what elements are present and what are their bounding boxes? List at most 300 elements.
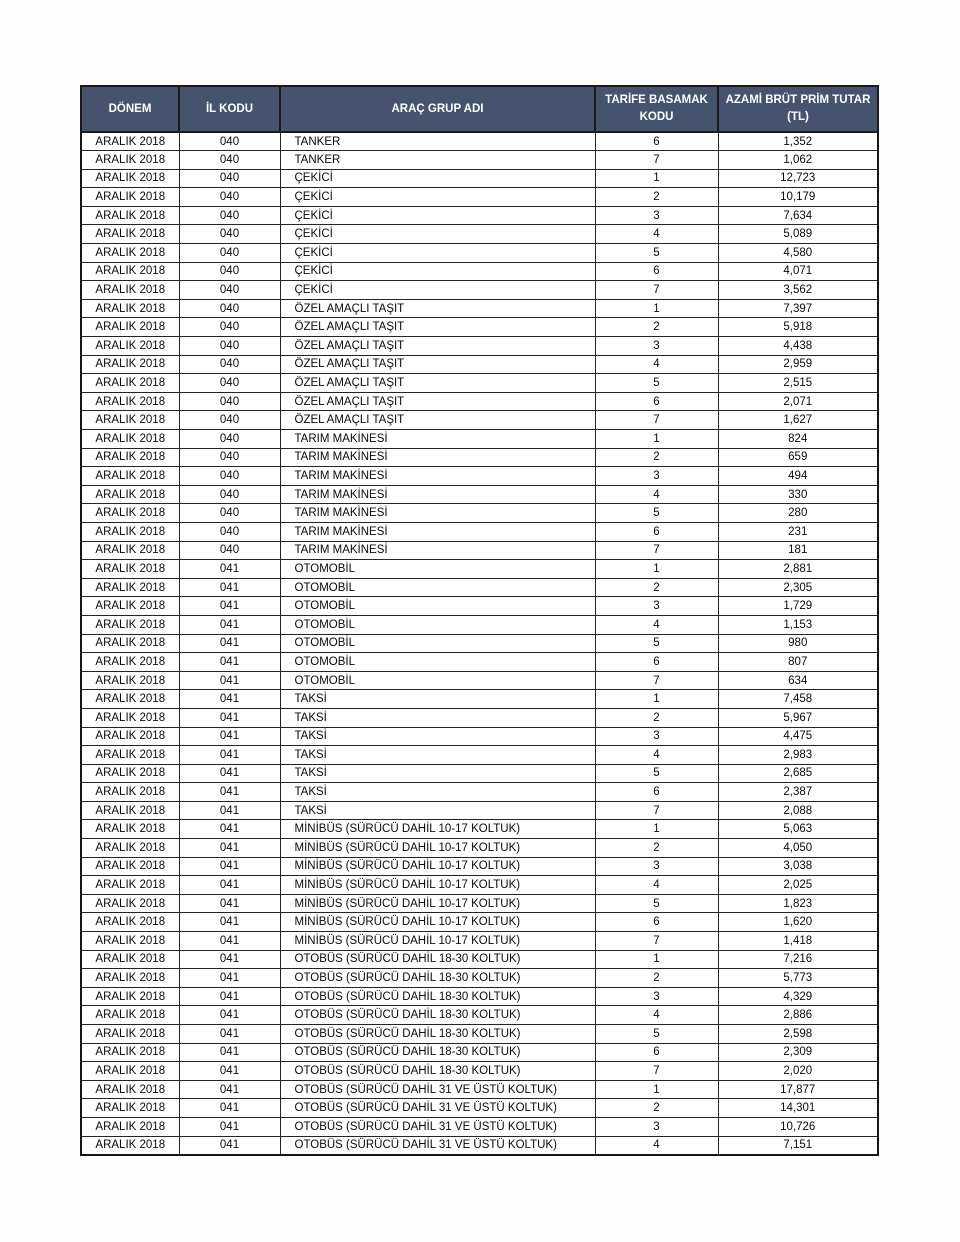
table-cell: 1,627 bbox=[718, 411, 878, 430]
table-cell: TAKSİ bbox=[280, 727, 595, 746]
table-cell: 041 bbox=[179, 746, 280, 765]
table-cell: 1 bbox=[595, 950, 718, 969]
table-row bbox=[81, 225, 878, 244]
table-cell: OTOMOBİL bbox=[280, 653, 595, 672]
table-cell: 041 bbox=[179, 950, 280, 969]
table-row bbox=[81, 244, 878, 263]
table-row bbox=[81, 541, 878, 560]
table-row bbox=[81, 783, 878, 802]
table-cell: 041 bbox=[179, 1043, 280, 1062]
table-cell: ARALIK 2018 bbox=[81, 1117, 179, 1136]
table-cell: MİNİBÜS (SÜRÜCÜ DAHİL 10-17 KOLTUK) bbox=[280, 820, 595, 839]
table-cell: 040 bbox=[179, 541, 280, 560]
table-cell: ARALIK 2018 bbox=[81, 448, 179, 467]
table-cell: 2 bbox=[595, 1099, 718, 1118]
table-cell: ARALIK 2018 bbox=[81, 690, 179, 709]
table-cell: ÖZEL AMAÇLI TAŞIT bbox=[280, 411, 595, 430]
table-cell: 040 bbox=[179, 337, 280, 356]
table-cell: 7,397 bbox=[718, 299, 878, 318]
table-cell: 041 bbox=[179, 801, 280, 820]
table-cell: 7 bbox=[595, 411, 718, 430]
table-row bbox=[81, 355, 878, 374]
table-cell: 2,886 bbox=[718, 1006, 878, 1025]
table-cell: 040 bbox=[179, 522, 280, 541]
table-cell: ARALIK 2018 bbox=[81, 1099, 179, 1118]
table-cell: 040 bbox=[179, 448, 280, 467]
table-cell: ÖZEL AMAÇLI TAŞIT bbox=[280, 374, 595, 393]
table-cell: TAKSİ bbox=[280, 690, 595, 709]
table-cell: ARALIK 2018 bbox=[81, 188, 179, 207]
table-cell: 1 bbox=[595, 690, 718, 709]
table-cell: 1 bbox=[595, 820, 718, 839]
table-cell: 6 bbox=[595, 262, 718, 281]
table-row bbox=[81, 987, 878, 1006]
table-cell: 3 bbox=[595, 727, 718, 746]
table-cell: ARALIK 2018 bbox=[81, 560, 179, 579]
table-cell: ARALIK 2018 bbox=[81, 1062, 179, 1081]
table-cell: 7 bbox=[595, 151, 718, 170]
table-cell: ARALIK 2018 bbox=[81, 764, 179, 783]
table-row bbox=[81, 1080, 878, 1099]
table-cell: 5 bbox=[595, 894, 718, 913]
table-cell: ARALIK 2018 bbox=[81, 987, 179, 1006]
table-cell: TARIM MAKİNESİ bbox=[280, 467, 595, 486]
table-cell: ARALIK 2018 bbox=[81, 801, 179, 820]
table-row bbox=[81, 318, 878, 337]
table-cell: 7,458 bbox=[718, 690, 878, 709]
table-cell: 041 bbox=[179, 560, 280, 579]
table-cell: 041 bbox=[179, 932, 280, 951]
table-cell: 1 bbox=[595, 169, 718, 188]
table-cell: 040 bbox=[179, 262, 280, 281]
table-row bbox=[81, 764, 878, 783]
table-cell: 4 bbox=[595, 1136, 718, 1155]
table-cell: ÇEKİCİ bbox=[280, 262, 595, 281]
table-cell: ARALIK 2018 bbox=[81, 541, 179, 560]
table-row bbox=[81, 932, 878, 951]
table-cell: ARALIK 2018 bbox=[81, 615, 179, 634]
table-cell: 2,071 bbox=[718, 392, 878, 411]
table-cell: 1 bbox=[595, 560, 718, 579]
table-cell: 6 bbox=[595, 1043, 718, 1062]
table-cell: ARALIK 2018 bbox=[81, 411, 179, 430]
table-cell: 494 bbox=[718, 467, 878, 486]
table-cell: 041 bbox=[179, 857, 280, 876]
table-cell: 041 bbox=[179, 1136, 280, 1155]
table-cell: 040 bbox=[179, 225, 280, 244]
table-cell: 041 bbox=[179, 578, 280, 597]
table-cell: 1 bbox=[595, 430, 718, 449]
table-row bbox=[81, 151, 878, 170]
table-row bbox=[81, 169, 878, 188]
table-cell: TARIM MAKİNESİ bbox=[280, 448, 595, 467]
table-row bbox=[81, 950, 878, 969]
table-row bbox=[81, 894, 878, 913]
table-cell: 2 bbox=[595, 578, 718, 597]
table-cell: 4,475 bbox=[718, 727, 878, 746]
table-cell: 7,216 bbox=[718, 950, 878, 969]
table-cell: 12,723 bbox=[718, 169, 878, 188]
table-cell: ARALIK 2018 bbox=[81, 876, 179, 895]
table-row bbox=[81, 1136, 878, 1155]
table-cell: OTOMOBİL bbox=[280, 671, 595, 690]
table-row bbox=[81, 801, 878, 820]
table-cell: 041 bbox=[179, 1006, 280, 1025]
table-cell: OTOBÜS (SÜRÜCÜ DAHİL 18-30 KOLTUK) bbox=[280, 950, 595, 969]
table-cell: 10,179 bbox=[718, 188, 878, 207]
table-cell: 040 bbox=[179, 374, 280, 393]
table-cell: 2,983 bbox=[718, 746, 878, 765]
table-cell: 824 bbox=[718, 430, 878, 449]
table-cell: 7 bbox=[595, 281, 718, 300]
table-cell: 2,685 bbox=[718, 764, 878, 783]
table-cell: 5 bbox=[595, 764, 718, 783]
table-cell: ARALIK 2018 bbox=[81, 355, 179, 374]
table-cell: 5 bbox=[595, 374, 718, 393]
table-cell: ÖZEL AMAÇLI TAŞIT bbox=[280, 337, 595, 356]
table-cell: 040 bbox=[179, 355, 280, 374]
table-cell: 4 bbox=[595, 225, 718, 244]
table-cell: 041 bbox=[179, 597, 280, 616]
table-cell: 659 bbox=[718, 448, 878, 467]
table-cell: 330 bbox=[718, 485, 878, 504]
table-cell: 041 bbox=[179, 1099, 280, 1118]
table-cell: 041 bbox=[179, 727, 280, 746]
table-cell: ARALIK 2018 bbox=[81, 932, 179, 951]
table-cell: ÇEKİCİ bbox=[280, 281, 595, 300]
table-cell: ARALIK 2018 bbox=[81, 1136, 179, 1155]
table-row bbox=[81, 430, 878, 449]
table-cell: ÖZEL AMAÇLI TAŞIT bbox=[280, 355, 595, 374]
table-cell: 7 bbox=[595, 671, 718, 690]
table-cell: OTOBÜS (SÜRÜCÜ DAHİL 18-30 KOLTUK) bbox=[280, 969, 595, 988]
table-cell: 6 bbox=[595, 653, 718, 672]
table-cell: TAKSİ bbox=[280, 764, 595, 783]
table-cell: 807 bbox=[718, 653, 878, 672]
table-row bbox=[81, 392, 878, 411]
table-cell: 3 bbox=[595, 987, 718, 1006]
table-cell: 040 bbox=[179, 485, 280, 504]
table-cell: ÇEKİCİ bbox=[280, 244, 595, 263]
table-cell: 040 bbox=[179, 299, 280, 318]
table-cell: 040 bbox=[179, 281, 280, 300]
table-cell: 231 bbox=[718, 522, 878, 541]
table-row bbox=[81, 857, 878, 876]
table-cell: 7,151 bbox=[718, 1136, 878, 1155]
table-cell: 2,020 bbox=[718, 1062, 878, 1081]
table-cell: TAKSİ bbox=[280, 746, 595, 765]
table-cell: 7 bbox=[595, 1062, 718, 1081]
table-cell: 6 bbox=[595, 392, 718, 411]
table-row bbox=[81, 411, 878, 430]
table-cell: OTOBÜS (SÜRÜCÜ DAHİL 18-30 KOLTUK) bbox=[280, 1025, 595, 1044]
table-cell: 7 bbox=[595, 932, 718, 951]
table-cell: 1,153 bbox=[718, 615, 878, 634]
table-cell: ARALIK 2018 bbox=[81, 578, 179, 597]
table-cell: 041 bbox=[179, 894, 280, 913]
table-cell: ARALIK 2018 bbox=[81, 820, 179, 839]
table-cell: 6 bbox=[595, 132, 718, 151]
table-cell: TARIM MAKİNESİ bbox=[280, 430, 595, 449]
table-row bbox=[81, 337, 878, 356]
table-row bbox=[81, 1062, 878, 1081]
table-cell: ARALIK 2018 bbox=[81, 132, 179, 151]
table-row bbox=[81, 615, 878, 634]
table-cell: 2,881 bbox=[718, 560, 878, 579]
table-row bbox=[81, 671, 878, 690]
table-cell: 5 bbox=[595, 1025, 718, 1044]
table-cell: MİNİBÜS (SÜRÜCÜ DAHİL 10-17 KOLTUK) bbox=[280, 839, 595, 858]
table-cell: MİNİBÜS (SÜRÜCÜ DAHİL 10-17 KOLTUK) bbox=[280, 913, 595, 932]
table-row bbox=[81, 522, 878, 541]
table-cell: TAKSİ bbox=[280, 708, 595, 727]
table-cell: 040 bbox=[179, 392, 280, 411]
table-cell: TANKER bbox=[280, 151, 595, 170]
table-cell: 1,823 bbox=[718, 894, 878, 913]
table-row bbox=[81, 206, 878, 225]
table-cell: ARALIK 2018 bbox=[81, 1025, 179, 1044]
column-header-arac-grup-adi: ARAÇ GRUP ADI bbox=[280, 86, 595, 132]
table-cell: 5 bbox=[595, 244, 718, 263]
table-row bbox=[81, 262, 878, 281]
table-cell: 041 bbox=[179, 783, 280, 802]
table-cell: ARALIK 2018 bbox=[81, 839, 179, 858]
table-cell: 041 bbox=[179, 708, 280, 727]
table-row bbox=[81, 485, 878, 504]
table-row bbox=[81, 913, 878, 932]
table-cell: 041 bbox=[179, 764, 280, 783]
table-cell: TARIM MAKİNESİ bbox=[280, 522, 595, 541]
table-cell: 1 bbox=[595, 299, 718, 318]
table-cell: 041 bbox=[179, 634, 280, 653]
table-cell: 041 bbox=[179, 690, 280, 709]
table-cell: 1,729 bbox=[718, 597, 878, 616]
table-cell: 041 bbox=[179, 987, 280, 1006]
table-cell: 5,918 bbox=[718, 318, 878, 337]
table-cell: 041 bbox=[179, 615, 280, 634]
table-cell: 3 bbox=[595, 337, 718, 356]
table-cell: 4,329 bbox=[718, 987, 878, 1006]
table-cell: 3 bbox=[595, 597, 718, 616]
table-cell: 5,773 bbox=[718, 969, 878, 988]
table-cell: ARALIK 2018 bbox=[81, 522, 179, 541]
table-cell: OTOMOBİL bbox=[280, 560, 595, 579]
table-cell: 041 bbox=[179, 876, 280, 895]
table-cell: ÇEKİCİ bbox=[280, 206, 595, 225]
table-row bbox=[81, 132, 878, 151]
table-cell: ARALIK 2018 bbox=[81, 151, 179, 170]
table-cell: ARALIK 2018 bbox=[81, 913, 179, 932]
table-row bbox=[81, 188, 878, 207]
table-cell: ARALIK 2018 bbox=[81, 969, 179, 988]
table-cell: ARALIK 2018 bbox=[81, 950, 179, 969]
table-cell: ÖZEL AMAÇLI TAŞIT bbox=[280, 318, 595, 337]
table-cell: ÇEKİCİ bbox=[280, 225, 595, 244]
table-row bbox=[81, 653, 878, 672]
table-row bbox=[81, 281, 878, 300]
table-cell: 4,438 bbox=[718, 337, 878, 356]
table-cell: 2 bbox=[595, 318, 718, 337]
table-row bbox=[81, 374, 878, 393]
table-cell: 041 bbox=[179, 1117, 280, 1136]
table-row bbox=[81, 634, 878, 653]
table-cell: ÖZEL AMAÇLI TAŞIT bbox=[280, 392, 595, 411]
table-cell: 2 bbox=[595, 708, 718, 727]
table-cell: 2 bbox=[595, 188, 718, 207]
table-cell: OTOBÜS (SÜRÜCÜ DAHİL 31 VE ÜSTÜ KOLTUK) bbox=[280, 1117, 595, 1136]
table-row bbox=[81, 690, 878, 709]
table-cell: 4,580 bbox=[718, 244, 878, 263]
table-cell: 4,071 bbox=[718, 262, 878, 281]
table-cell: 3,562 bbox=[718, 281, 878, 300]
table-cell: ARALIK 2018 bbox=[81, 206, 179, 225]
table-cell: 17,877 bbox=[718, 1080, 878, 1099]
table-cell: ARALIK 2018 bbox=[81, 374, 179, 393]
table-cell: OTOMOBİL bbox=[280, 597, 595, 616]
table-row bbox=[81, 1006, 878, 1025]
table-header-row bbox=[81, 86, 878, 132]
tariff-table bbox=[80, 85, 879, 1156]
table-cell: MİNİBÜS (SÜRÜCÜ DAHİL 10-17 KOLTUK) bbox=[280, 857, 595, 876]
table-cell: OTOBÜS (SÜRÜCÜ DAHİL 18-30 KOLTUK) bbox=[280, 1006, 595, 1025]
table-cell: ARALIK 2018 bbox=[81, 467, 179, 486]
table-row bbox=[81, 1043, 878, 1062]
table-cell: ARALIK 2018 bbox=[81, 504, 179, 523]
table-cell: 040 bbox=[179, 132, 280, 151]
table-cell: 041 bbox=[179, 969, 280, 988]
table-cell: 1,062 bbox=[718, 151, 878, 170]
table-cell: 040 bbox=[179, 318, 280, 337]
table-cell: TARIM MAKİNESİ bbox=[280, 541, 595, 560]
table-cell: 4 bbox=[595, 485, 718, 504]
table-cell: ARALIK 2018 bbox=[81, 430, 179, 449]
table-row bbox=[81, 1099, 878, 1118]
table-row bbox=[81, 448, 878, 467]
table-cell: 041 bbox=[179, 913, 280, 932]
table-cell: ARALIK 2018 bbox=[81, 392, 179, 411]
table-cell: OTOBÜS (SÜRÜCÜ DAHİL 18-30 KOLTUK) bbox=[280, 1062, 595, 1081]
table-row bbox=[81, 467, 878, 486]
table-cell: TAKSİ bbox=[280, 783, 595, 802]
table-cell: 041 bbox=[179, 653, 280, 672]
table-cell: 10,726 bbox=[718, 1117, 878, 1136]
table-cell: 041 bbox=[179, 1062, 280, 1081]
table-cell: 4 bbox=[595, 746, 718, 765]
table-cell: 2,025 bbox=[718, 876, 878, 895]
table-cell: OTOBÜS (SÜRÜCÜ DAHİL 31 VE ÜSTÜ KOLTUK) bbox=[280, 1136, 595, 1155]
table-cell: 7 bbox=[595, 801, 718, 820]
table-cell: ARALIK 2018 bbox=[81, 337, 179, 356]
table-cell: 5 bbox=[595, 504, 718, 523]
column-header-donem: DÖNEM bbox=[81, 86, 179, 132]
table-row bbox=[81, 876, 878, 895]
table-cell: 041 bbox=[179, 1080, 280, 1099]
table-cell: ARALIK 2018 bbox=[81, 671, 179, 690]
table-cell: 1,352 bbox=[718, 132, 878, 151]
table-cell: 2 bbox=[595, 969, 718, 988]
table-header bbox=[81, 86, 878, 132]
table-cell: 3,038 bbox=[718, 857, 878, 876]
table-cell: 4 bbox=[595, 615, 718, 634]
table-row bbox=[81, 839, 878, 858]
table-row bbox=[81, 727, 878, 746]
table-cell: 7,634 bbox=[718, 206, 878, 225]
table-cell: 7 bbox=[595, 541, 718, 560]
table-cell: 2,088 bbox=[718, 801, 878, 820]
table-cell: 041 bbox=[179, 1025, 280, 1044]
table-cell: ARALIK 2018 bbox=[81, 1043, 179, 1062]
table-cell: 6 bbox=[595, 522, 718, 541]
table-cell: 6 bbox=[595, 783, 718, 802]
table-cell: ARALIK 2018 bbox=[81, 894, 179, 913]
table-cell: ARALIK 2018 bbox=[81, 634, 179, 653]
table-cell: ARALIK 2018 bbox=[81, 281, 179, 300]
table-cell: 041 bbox=[179, 820, 280, 839]
table-cell: MİNİBÜS (SÜRÜCÜ DAHİL 10-17 KOLTUK) bbox=[280, 894, 595, 913]
table-cell: 040 bbox=[179, 244, 280, 263]
table-row bbox=[81, 969, 878, 988]
table-cell: TARIM MAKİNESİ bbox=[280, 485, 595, 504]
table-cell: ARALIK 2018 bbox=[81, 299, 179, 318]
table-cell: 3 bbox=[595, 1117, 718, 1136]
table-cell: OTOBÜS (SÜRÜCÜ DAHİL 18-30 KOLTUK) bbox=[280, 987, 595, 1006]
table-cell: ARALIK 2018 bbox=[81, 708, 179, 727]
table-cell: ÇEKİCİ bbox=[280, 169, 595, 188]
table-cell: 634 bbox=[718, 671, 878, 690]
table-cell: 040 bbox=[179, 206, 280, 225]
table-cell: 041 bbox=[179, 839, 280, 858]
column-header-azami-brut-prim-tutar: AZAMİ BRÜT PRİM TUTAR (TL) bbox=[718, 86, 878, 132]
table-cell: OTOBÜS (SÜRÜCÜ DAHİL 18-30 KOLTUK) bbox=[280, 1043, 595, 1062]
table-cell: 040 bbox=[179, 411, 280, 430]
table-row bbox=[81, 504, 878, 523]
table-cell: 5,063 bbox=[718, 820, 878, 839]
table-cell: 040 bbox=[179, 504, 280, 523]
table-cell: ARALIK 2018 bbox=[81, 225, 179, 244]
table-cell: ARALIK 2018 bbox=[81, 783, 179, 802]
table-cell: 040 bbox=[179, 467, 280, 486]
table-cell: ÇEKİCİ bbox=[280, 188, 595, 207]
table-row bbox=[81, 1025, 878, 1044]
table-cell: 2,309 bbox=[718, 1043, 878, 1062]
table-cell: 5,967 bbox=[718, 708, 878, 727]
table-cell: ARALIK 2018 bbox=[81, 746, 179, 765]
table-cell: ARALIK 2018 bbox=[81, 485, 179, 504]
table-cell: 4 bbox=[595, 355, 718, 374]
table-cell: ARALIK 2018 bbox=[81, 262, 179, 281]
table-row bbox=[81, 578, 878, 597]
table-cell: MİNİBÜS (SÜRÜCÜ DAHİL 10-17 KOLTUK) bbox=[280, 932, 595, 951]
table-cell: 2,959 bbox=[718, 355, 878, 374]
column-header-il-kodu: İL KODU bbox=[179, 86, 280, 132]
table-row bbox=[81, 820, 878, 839]
table-cell: 040 bbox=[179, 430, 280, 449]
table-body bbox=[81, 132, 878, 1155]
table-cell: 1,620 bbox=[718, 913, 878, 932]
table-cell: 4 bbox=[595, 876, 718, 895]
table-row bbox=[81, 597, 878, 616]
table-cell: 4 bbox=[595, 1006, 718, 1025]
table-cell: 2,387 bbox=[718, 783, 878, 802]
table-cell: TAKSİ bbox=[280, 801, 595, 820]
column-header-tarife-basamak-kodu: TARİFE BASAMAK KODU bbox=[595, 86, 718, 132]
table-cell: 2 bbox=[595, 839, 718, 858]
table-cell: OTOMOBİL bbox=[280, 634, 595, 653]
table-cell: 1 bbox=[595, 1080, 718, 1099]
table-row bbox=[81, 708, 878, 727]
table-cell: ARALIK 2018 bbox=[81, 318, 179, 337]
table-cell: ARALIK 2018 bbox=[81, 169, 179, 188]
